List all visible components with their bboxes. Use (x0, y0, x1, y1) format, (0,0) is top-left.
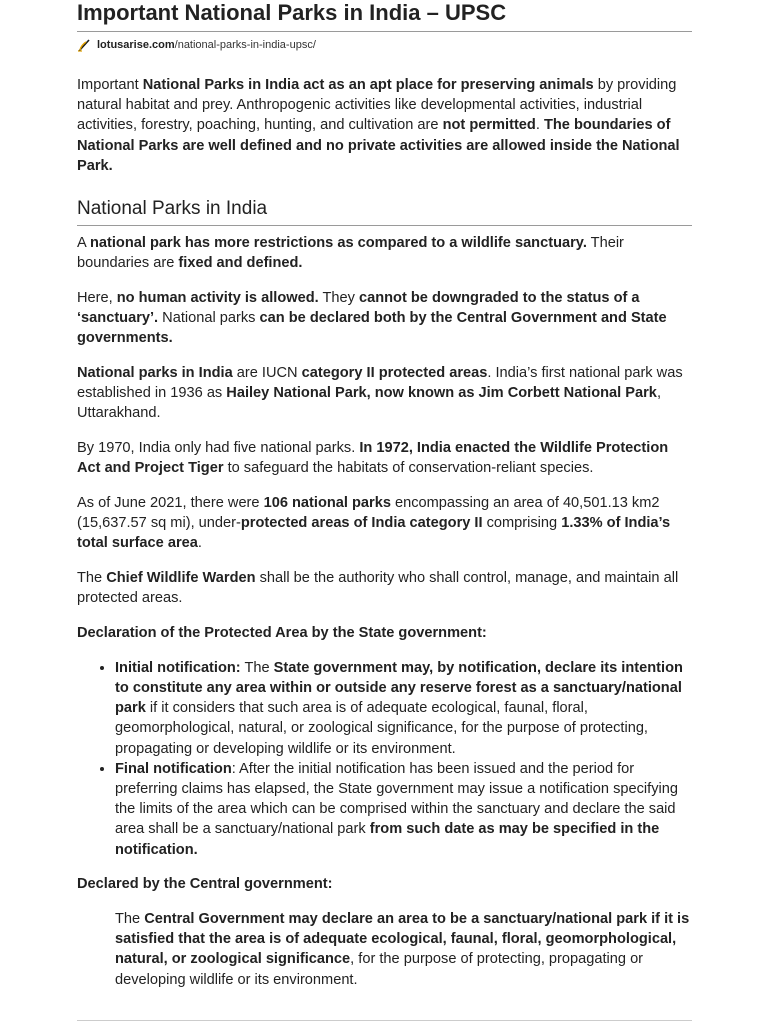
source-domain: lotusarise.com (97, 39, 175, 51)
list-item: • Initial notification: The State government may, by notification, declare its intention to constitute any area within or outside any reserve forest as a sanctuary/national park if it considers that such area is of adequate ecological, faunal, floral, geomorphological, natural, or zoological significance, for the purpose of protecting, propagating or developing wildlife or its environment. (115, 658, 692, 759)
paragraph-human-activity: Here, no human activity is allowed. They cannot be downgraded to the status of a ‘sanctuary’. National parks can be declared both by the Central Government and State governments. (77, 289, 667, 347)
lotus-logo-icon (77, 38, 91, 52)
section-heading: National Parks in India (77, 197, 692, 226)
paragraph-history: By 1970, India only had five national parks. In 1972, India enacted the Wildlife Protection Act and Project Tiger to safeguard the habitats of conservation-reliant species. (77, 440, 669, 477)
declaration-state-heading: Declaration of the Protected Area by the State government: (77, 625, 487, 642)
source-link[interactable] (77, 37, 692, 53)
paragraph-central: The Central Government may declare an area to be a sanctuary/national park if it is satisfied that the area is of adequate ecological, faunal, floral, geomorphological, natural, or zoological significance, for the purpose of protecting, propagating or developing wildlife or its environment. (115, 911, 690, 988)
source-path: /national-parks-in-india-upsc/ (174, 39, 316, 51)
notification-list (77, 658, 692, 860)
paragraph-warden: The Chief Wildlife Warden shall be the authority who shall control, manage, and maintain all protected areas. (77, 570, 679, 607)
paragraph-restrictions: A national park has more restrictions as compared to a wildlife sanctuary. Their boundaries are fixed and defined. (77, 235, 624, 272)
page-title: Important National Parks in India – UPSC (77, 0, 692, 32)
article (77, 0, 692, 990)
intro-paragraph: Important National Parks in India act as an apt place for preserving animals by providing natural habitat and prey. Anthropogenic activities like developmental activities, industrial activities, forestry, poaching, hunting, and cultivation are not permitted. The boundaries of National Parks are well defined and no private activities are allowed inside the National Park. (77, 77, 680, 174)
paragraph-statistics: As of June 2021, there were 106 national parks encompassing an area of 40,501.13 km2 (15,637.57 sq mi), under-protected areas of India category II comprising 1.33% of India’s total surface area. (77, 495, 671, 552)
paragraph-iucn: National parks in India are IUCN category II protected areas. India’s first national park was established in 1936 as Hailey National Park, now known as Jim Corbett National Park, Uttarakhand. (77, 365, 683, 422)
list-item: • Final notification: After the initial notification has been issued and the period for preferring claims has elapsed, the State government may issue a notification specifying the limits of the area which can be comprised within the sanctuary and declare the said area shall be a sanctuary/national park from such date as may be specified in the notification. (115, 759, 692, 860)
bottom-divider (77, 1020, 692, 1021)
declaration-central-heading: Declared by the Central government: (77, 876, 333, 893)
